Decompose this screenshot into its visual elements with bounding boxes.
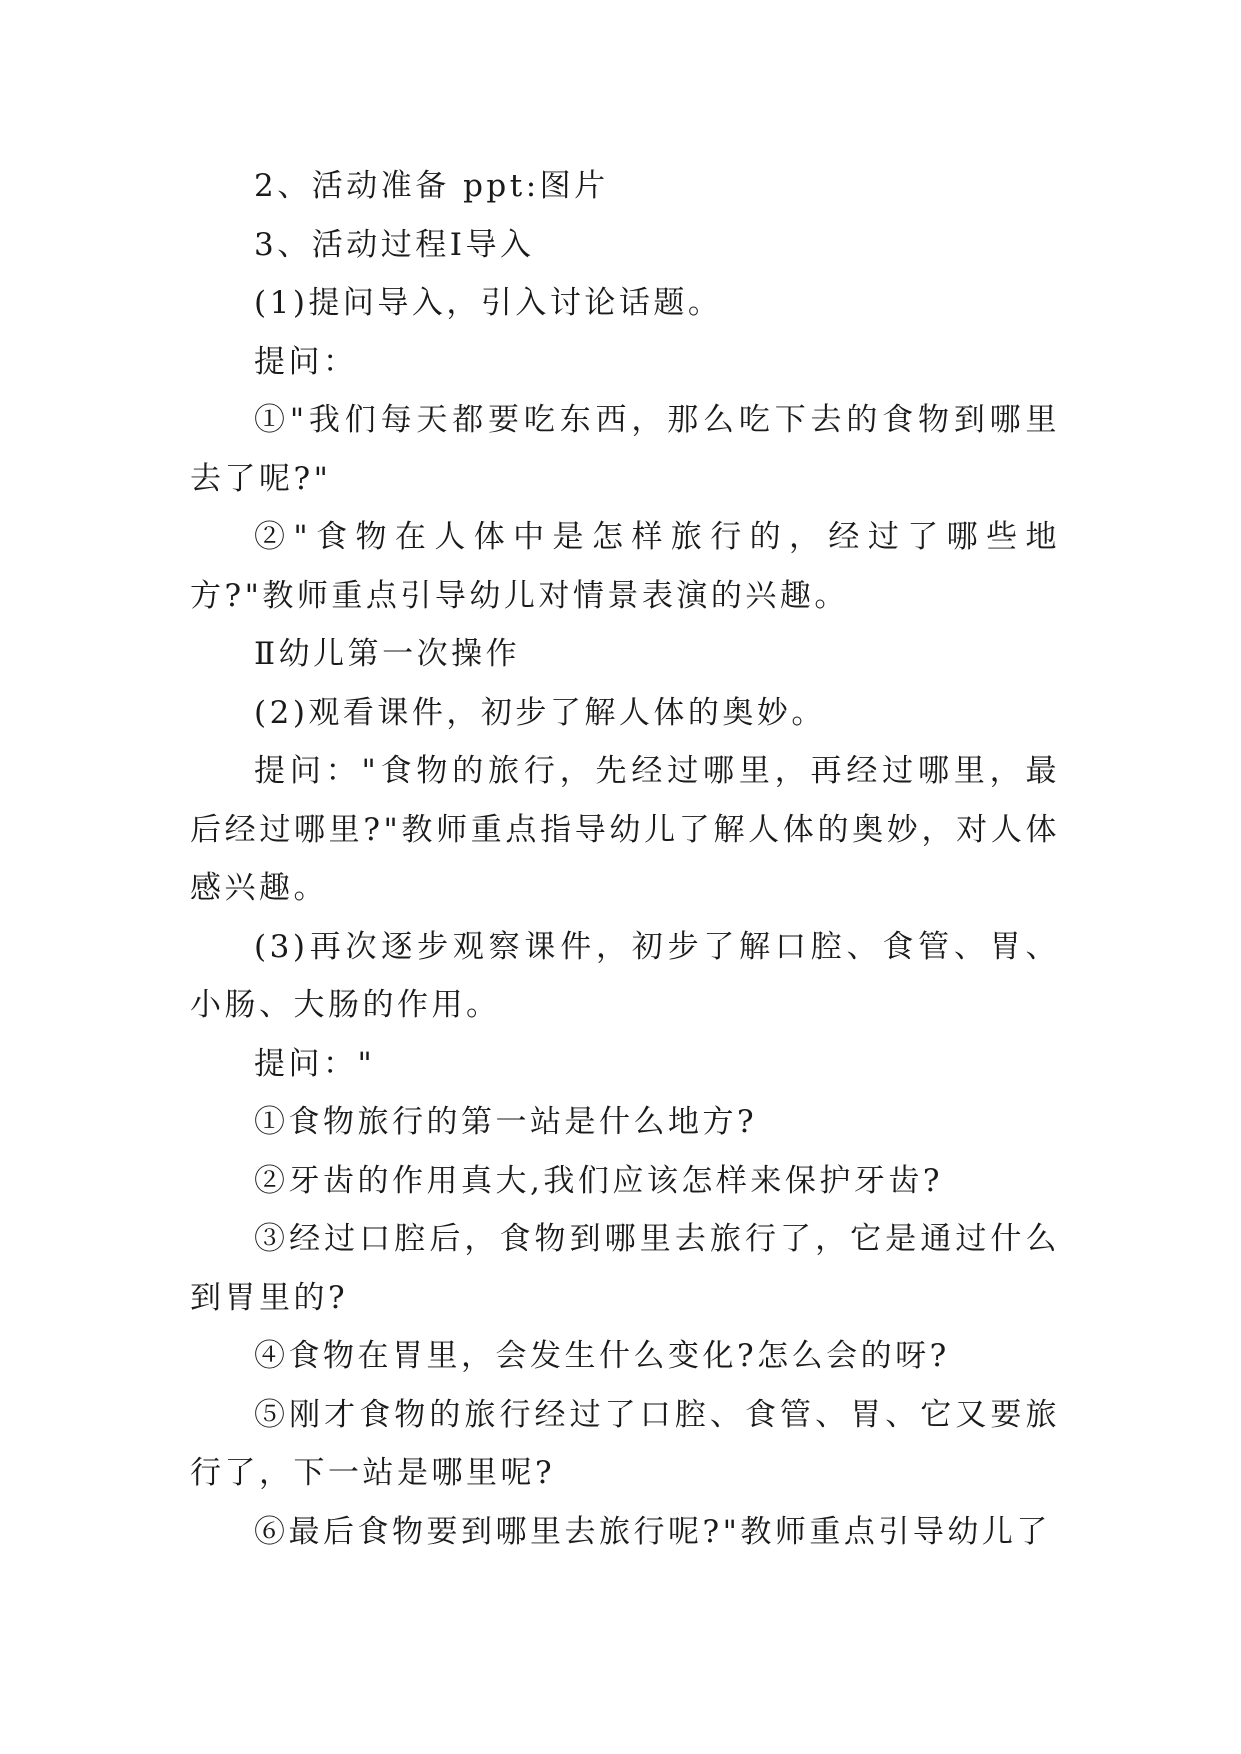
paragraph-question-journey: 提问："食物的旅行，先经过哪里，再经过哪里，最后经过哪里?"教师重点指导幼儿了解人体的奥妙，对人体感兴趣。 (190, 753, 1060, 906)
paragraph-sub-question-1: ①食物旅行的第一站是什么地方? (254, 1104, 758, 1140)
paragraph-step-3: (3)再次逐步观察课件，初步了解口腔、食管、胃、小肠、大肠的作用。 (190, 928, 1060, 1023)
paragraph-question-2: ②"食物在人体中是怎样旅行的，经过了哪些地方?"教师重点引导幼儿对情景表演的兴趣。 (190, 519, 1060, 614)
paragraph-question-1: ①"我们每天都要吃东西，那么吃下去的食物到哪里去了呢?" (190, 402, 1060, 497)
paragraph-first-operation: Ⅱ幼儿第一次操作 (254, 636, 521, 672)
paragraph-activity-preparation: 2、活动准备 ppt:图片 (254, 168, 609, 204)
document-body (190, 157, 1060, 1561)
paragraph-sub-question-6: ⑥最后食物要到哪里去旅行呢?"教师重点引导幼儿了 (254, 1513, 1051, 1550)
paragraph-question-label-2: 提问：" (254, 1045, 376, 1082)
paragraph-step-1: (1)提问导入，引入讨论话题。 (254, 285, 723, 321)
paragraph-sub-question-2: ②牙齿的作用真大,我们应该怎样来保护牙齿? (254, 1162, 943, 1199)
paragraph-sub-question-4: ④食物在胃里，会发生什么变化?怎么会的呀? (254, 1338, 950, 1374)
paragraph-question-label: 提问： (254, 343, 358, 380)
paragraph-sub-question-3: ③经过口腔后，食物到哪里去旅行了，它是通过什么到胃里的? (190, 1221, 1060, 1316)
paragraph-activity-process: 3、活动过程Ⅰ导入 (254, 226, 535, 263)
paragraph-sub-question-5: ⑤刚才食物的旅行经过了口腔、食管、胃、它又要旅行了，下一站是哪里呢? (190, 1396, 1060, 1491)
paragraph-step-2: (2)观看课件，初步了解人体的奥妙。 (254, 694, 826, 731)
